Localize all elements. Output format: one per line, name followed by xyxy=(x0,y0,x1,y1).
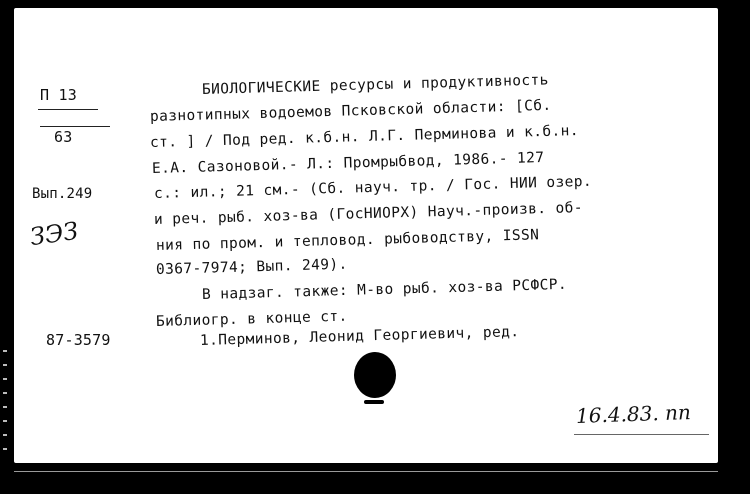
shelf-mark-rule xyxy=(38,109,98,110)
date-underline xyxy=(574,434,709,435)
entry-line-1: БИОЛОГИЧЕСКИЕ ресурсы и продуктивность xyxy=(201,72,550,98)
handwritten-inventory: ЗЭЗ xyxy=(28,216,80,252)
shelf-mark: П 13 xyxy=(40,86,77,104)
volume-number: Вып.249 xyxy=(32,186,93,202)
entry-line-8: 0367-7974; Вып. 249). xyxy=(155,256,348,278)
entry-line-5: с.: ил.; 21 см.- (Сб. науч. тр. / Гос. НИИ озер. xyxy=(153,173,593,202)
entry-line-7: ния по пром. и тепловод. рыбоводству, ISSN xyxy=(155,227,540,254)
punch-hole xyxy=(354,352,396,398)
catalog-card xyxy=(14,8,718,463)
entry-line-6: и реч. рыб. хоз-ва (ГосНИОРХ) Науч.-произв. об- xyxy=(153,200,584,228)
entry-line-10: Библиогр. в конце ст. xyxy=(155,308,348,330)
entry-line-2: разнотипных водоемов Псковской области: [Сб. xyxy=(149,97,552,125)
entry-line-9: В надзаг. также: М-во рыб. хоз-ва РСФСР. xyxy=(201,276,568,303)
entry-line-3: ст. ] / Под ред. к.б.н. Л.Г. Перминова и к.б.н. xyxy=(149,123,580,151)
shelf-sub: 63 xyxy=(54,128,73,146)
accession-number: 87-3579 xyxy=(46,331,111,349)
scan-bottom-line xyxy=(14,471,718,472)
entry-line-4: Е.А. Сазоновой.- Л.: Промрыбвод, 1986.- 127 xyxy=(151,150,545,177)
scan-edge-strip xyxy=(0,330,12,480)
handwritten-date: 16.4.83. пп xyxy=(575,400,692,428)
shelf-sub-rule xyxy=(40,126,110,127)
entry-line-11: 1.Перминов, Леонид Георгиевич, ред. xyxy=(199,324,520,349)
